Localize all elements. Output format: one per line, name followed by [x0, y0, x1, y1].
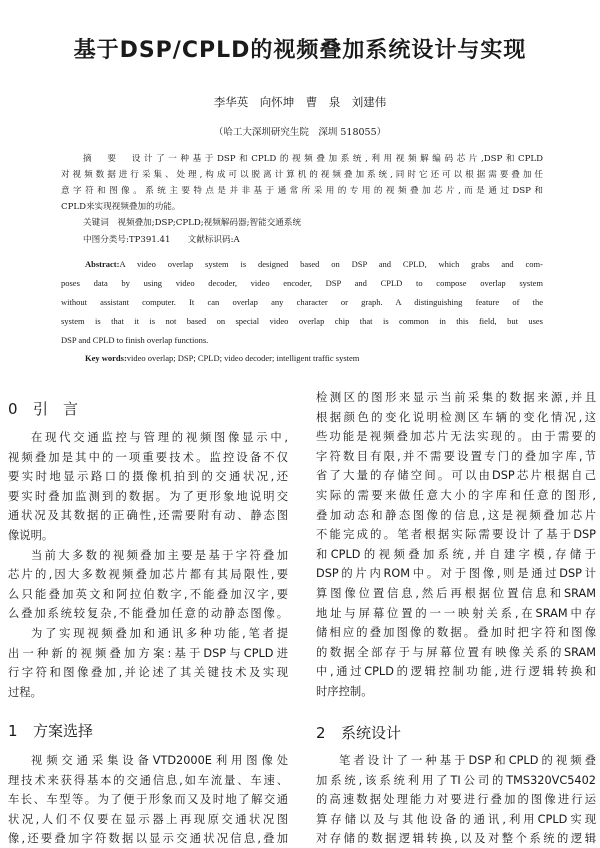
keywords-en-label: Key words:: [85, 353, 127, 363]
section-title: 系统设计: [341, 724, 402, 742]
paragraph-line: 实际的需要来做任意大小的字库和任意的图形,: [316, 489, 596, 502]
paragraph-line: 出一种新的视频叠加方案:基于DSP与CPLD进: [8, 646, 288, 660]
classification-line: 中图分类号:TP391.41 文献标识码:A: [83, 235, 240, 245]
paragraph-line: 笔者设计了一种基于DSP和CPLD的视频叠: [339, 754, 596, 767]
paragraph-line: 过程。: [8, 685, 42, 699]
abstract-cn-line: 对视频数据进行采集、处理,构成可以脱离计算机的视频叠加系统,同时它还可以根据需要叠加任: [61, 170, 543, 180]
section-number: 2: [316, 724, 326, 742]
section-heading-scheme: [8, 720, 93, 741]
paragraph-line: 根据颜色的变化说明检测区车辆的变化情况,这: [316, 410, 596, 424]
section-heading-design: [316, 722, 401, 743]
paragraph-line: 芯片的,因大多数视频叠加芯片都有其局限性,要: [8, 568, 288, 582]
paragraph-line: 么叠加系统较复杂,不能叠加任意的动静态图像。: [8, 607, 288, 621]
section-title: 引 言: [33, 400, 79, 418]
paragraph-line: DSP的片内ROM中。对于图像,则是通过DSP计: [316, 567, 596, 581]
paragraph-line: 状况,人们不仅要在显示器上再现原交通状况图: [8, 812, 288, 826]
paragraph-line: 算图像位置信息,然后再根据位置信息和SRAM: [316, 587, 596, 600]
paragraph-line: 时序控制。: [316, 685, 373, 698]
paragraph-line: 字符数目有限,并不需要设置专门的叠加字库,节: [316, 449, 596, 463]
keywords-en-text: video overlap; DSP; CPLD; video decoder; intelligent traffic system: [126, 353, 360, 363]
section-number: 0: [8, 400, 18, 418]
paragraph-line: 车长、车型等。为了便于形象而又及时地了解交通: [8, 793, 288, 807]
paper-title: 基于DSP/CPLD的视频叠加系统设计与实现: [73, 38, 527, 63]
paragraph-line: 要实时地显示路口的摄像机拍到的交通状况,还: [8, 470, 288, 484]
abstract-en-text: A video overlap system is designed based on DSP and CPLD, which grabs and com-: [119, 259, 543, 269]
abstract-cn-line: CPLD来实现视频叠加的功能。: [61, 202, 181, 212]
paragraph-line: 储相应的叠加图像的数据。叠加时把字符和图像: [316, 626, 596, 640]
paragraph-line: 对存储的数据逻辑转换,以及对整个系统的逻辑: [316, 832, 596, 846]
paragraph-line: 不能完成的。笔者根据实际需要设计了基于DSP: [316, 528, 596, 542]
paragraph-line: 和CPLD的视频叠加系统,并自建字模,存储于: [316, 547, 596, 561]
paragraph-line: 地址与屏幕位置的一一映射关系,在SRAM中存: [316, 606, 596, 620]
keywords-en: [85, 352, 543, 364]
abstract-en-line: without assistant computer. It can overlap any character or graph. A distinguishing feature of the: [61, 297, 543, 307]
paragraph-line: 检测区的图形来显示当前采集的数据来源,并且: [316, 391, 596, 404]
paragraph-line: 当前大多数的视频叠加主要是基于字符叠加: [31, 548, 288, 562]
paragraph-line: 算存储以及与其他设备的通讯,利用CPLD实现: [316, 812, 596, 826]
paragraph-line: 行字符和图像叠加,并论述了其关键技术及实现: [8, 666, 288, 680]
paragraph-line: 中,通过CPLD的逻辑控制功能,进行逻辑转换和: [316, 665, 596, 679]
paragraph-line: 叠加动态和静态图像的信息,这是视频叠加芯片: [316, 508, 596, 522]
paragraph-line: 么只能叠加英文和阿拉伯数字,不能叠加汉字,要: [8, 587, 288, 601]
paragraph-line: 通状况及其数据的正确性,还需要附有动、静态图: [8, 509, 288, 523]
paragraph-line: 省了大量的存储空间。可以由DSP芯片根据自己: [316, 469, 596, 483]
paragraph-line: 的高速数据处理能力对要进行叠加的图像进行运: [316, 793, 596, 807]
paragraph-line: 为了实现视频叠加和通讯多种功能,笔者提: [31, 627, 288, 640]
abstract-en-line: system is that it is not based on special video overlap chip that is common in this field, but uses: [61, 316, 543, 326]
keywords-cn: 关键词 视频叠加;DSP;CPLD;视频解码器;智能交通系统: [83, 218, 302, 228]
paragraph-line: 像说明。: [8, 529, 54, 542]
paragraph-line: 视频交通采集设备VTD2000E利用图像处: [31, 754, 288, 767]
paragraph-line: 些功能是视频叠加芯片无法实现的。由于需要的: [316, 430, 596, 444]
abstract-en-label: Abstract:: [85, 259, 120, 269]
affiliation: （哈工大深圳研究生院 深圳 518055）: [213, 127, 387, 138]
abstract-en-line: [85, 258, 543, 270]
paragraph-line: 在现代交通监控与管理的视频图像显示中,: [31, 431, 288, 444]
author-list: 李华英 向怀坤 曹 泉 刘建伟: [213, 95, 387, 109]
paragraph-line: 加系统,该系统利用了TI公司的TMS320VC5402: [316, 773, 596, 787]
paragraph-line: 视频叠加是其中的一项重要技术。监控设备不仅: [8, 450, 288, 464]
abstract-en-line: DSP and CPLD to finish overlap functions.: [61, 335, 209, 345]
paragraph-line: 要实时叠加监测到的数据。为了更形象地说明交: [8, 489, 288, 503]
section-number: 1: [8, 722, 18, 740]
paragraph-line: 像,还要叠加字符数据以显示交通状况信息,叠加: [8, 832, 288, 846]
paragraph-line: 理技术来获得基本的交通信息,如车流量、车速、: [8, 773, 288, 787]
section-heading-intro: [8, 398, 78, 419]
abstract-cn-line: 意字符和图像。系统主要特点是并非基于通常所采用的专用的视频叠加芯片,而是通过DSP和: [61, 186, 543, 196]
abstract-cn-line: 摘 要 设计了一种基于DSP和CPLD的视频叠加系统,利用视频解编码芯片,DSP和CPLD: [83, 154, 543, 164]
abstract-en-line: poses data by using video decoder, video encoder, DSP and CPLD to compose overlap system: [61, 278, 543, 288]
paragraph-line: 的数据全部存于与屏幕位置有映像关系的SRAM: [316, 645, 596, 659]
section-title: 方案选择: [33, 722, 94, 740]
